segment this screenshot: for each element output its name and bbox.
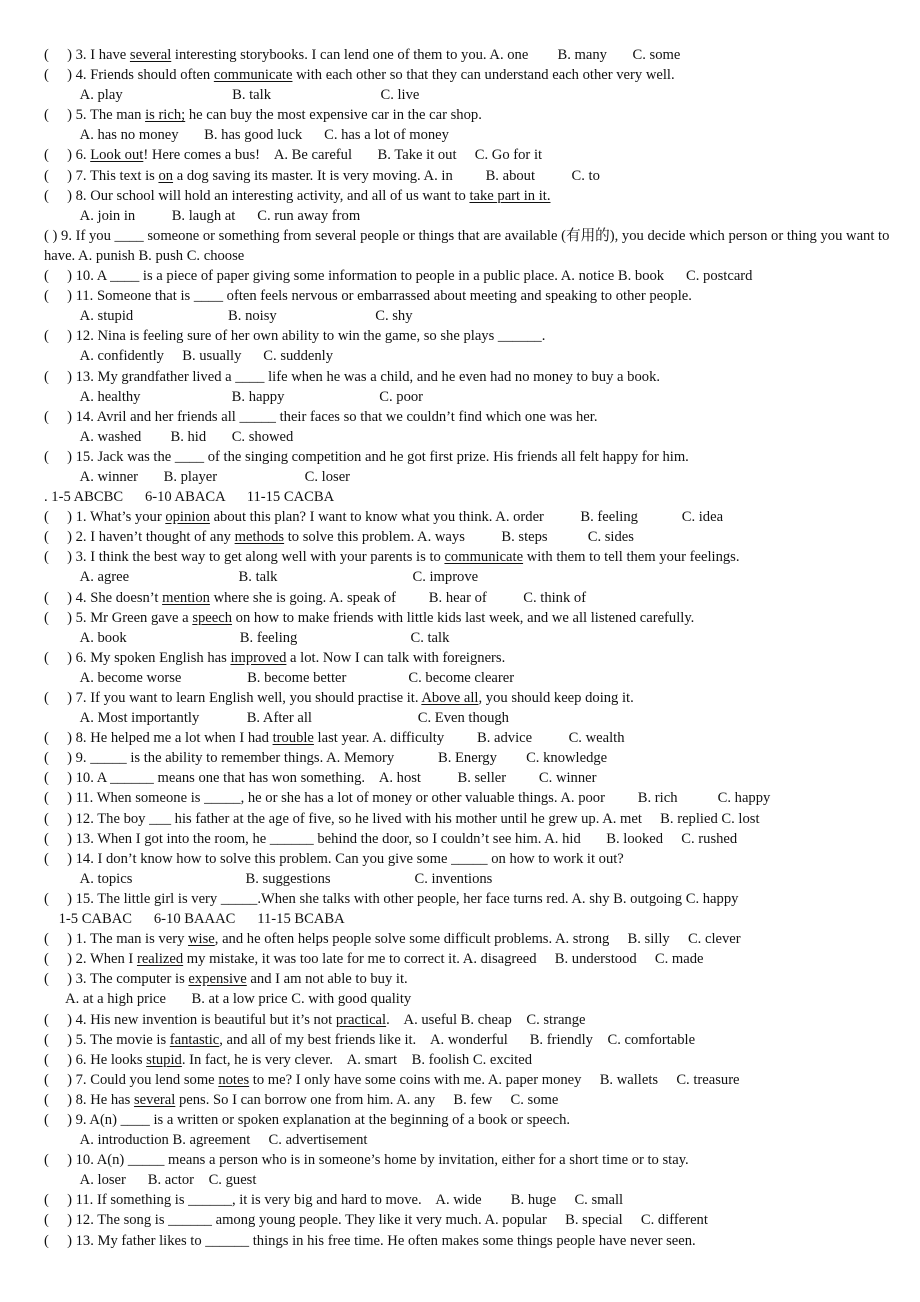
- line-text: ( ) 6. My spoken English has: [44, 649, 231, 666]
- question-line: [44, 1150, 890, 1170]
- line-text: ( ) 10. A ______ means one that has won something. A. host B. seller C. winner: [44, 770, 597, 787]
- line-text: A. at a high price B. at a low price C. with good quality: [44, 991, 412, 1008]
- line-text: ( ) 5. The movie is: [44, 1031, 170, 1048]
- line-text: A. play B. talk C. live: [44, 87, 420, 104]
- underlined-word: several: [129, 47, 172, 63]
- line-text: ( ) 7. If you want to learn English well, you should practise it.: [44, 690, 422, 706]
- question-line: [44, 688, 890, 708]
- question-line: [44, 608, 890, 628]
- line-text: my mistake, it was too late for me to correct it. A. disagreed B. understood C. made: [183, 951, 704, 968]
- line-text: ( ) 11. If something is ______, it is very big and hard to move. A. wide B. huge C. small: [44, 1192, 624, 1209]
- question-line: [44, 869, 890, 889]
- line-text: ( ) 12. The boy ___ his father at the age of five, so he lived with his mother until he grew up. A. met B. replied C. lost: [44, 810, 760, 827]
- underlined-word: Above all: [421, 690, 479, 706]
- question-line: [44, 85, 890, 105]
- line-text: ( ) 3. I have: [44, 47, 130, 63]
- line-text: with them to tell them your feelings.: [523, 549, 740, 566]
- question-line: [44, 1231, 890, 1251]
- line-text: 1-5 CABAC 6-10 BAAAC 11-15 BCABA: [44, 911, 345, 928]
- question-line: [44, 206, 890, 226]
- question-line: [44, 909, 890, 929]
- line-text: A. washed B. hid C. showed: [44, 428, 294, 445]
- underlined-word: methods: [234, 529, 285, 546]
- line-text: A. Most importantly B. After all C. Even though: [44, 710, 509, 727]
- underlined-word: speech: [192, 609, 233, 626]
- question-line: [44, 1110, 890, 1130]
- question-line: [44, 346, 890, 366]
- question-line: [44, 286, 890, 306]
- question-line: [44, 326, 890, 346]
- question-line: [44, 989, 890, 1009]
- question-line: [44, 788, 890, 808]
- underlined-word: Look out: [90, 147, 144, 164]
- question-line: [44, 648, 890, 668]
- line-text: ( ) 8. Our school will hold an interesting activity, and all of us want to: [44, 187, 470, 204]
- line-text: A. healthy B. happy C. poor: [44, 388, 424, 405]
- underlined-word: wise: [188, 931, 215, 948]
- line-text: , and all of my best friends like it. A. wonderful B. friendly C. comfortable: [219, 1031, 696, 1048]
- question-line: [44, 226, 890, 266]
- line-text: interesting storybooks. I can lend one of them to you. A. one B. many C. some: [171, 47, 681, 63]
- line-text: . In fact, he is very clever. A. smart B. foolish C. excited: [181, 1051, 533, 1068]
- question-line: [44, 65, 890, 85]
- line-text: ( ) 15. Jack was the ____ of the singing competition and he got first prize. His friends all felt happy for him.: [44, 448, 689, 465]
- underlined-word: mention: [162, 589, 210, 606]
- question-line: [44, 166, 890, 186]
- question-line: [44, 487, 890, 507]
- question-line: [44, 186, 890, 206]
- line-text: a lot. Now I can talk with foreigners.: [286, 649, 506, 666]
- question-line: [44, 567, 890, 587]
- question-line: [44, 748, 890, 768]
- line-text: A. join in B. laugh at C. run away from: [44, 207, 361, 224]
- question-line: [44, 507, 890, 527]
- question-line: [44, 467, 890, 487]
- line-text: ( ) 7. Could you lend some: [44, 1071, 219, 1088]
- line-text: a dog saving its master. It is very moving. A. in B. about C. to: [173, 167, 600, 184]
- line-text: ( ) 1. What’s your: [44, 509, 166, 526]
- question-line: [44, 1030, 890, 1050]
- question-line: [44, 849, 890, 869]
- question-line: [44, 387, 890, 407]
- line-text: last year. A. difficulty B. advice C. wealth: [313, 730, 625, 747]
- question-line: [44, 1070, 890, 1090]
- line-text: with each other so that they can understand each other very well.: [292, 67, 675, 84]
- line-text: ( ) 13. When I got into the room, he ______ behind the door, so I couldn’t see him. A. hid B. looked C. rushed: [44, 830, 738, 847]
- question-line: [44, 949, 890, 969]
- line-text: ( ) 5. The man: [44, 107, 146, 124]
- question-line: [44, 125, 890, 145]
- line-text: ( ) 12. Nina is feeling sure of her own ability to win the game, so she plays ______.: [44, 328, 546, 345]
- line-text: ( ) 4. His new invention is beautiful but it’s not: [44, 1011, 336, 1028]
- question-line: [44, 1130, 890, 1150]
- line-text: ( ) 2. I haven’t thought of any: [44, 529, 235, 546]
- line-text: ( ) 15. The little girl is very _____.When she talks with other people, her face turns red. A. shy B. outgoing C. happy: [44, 890, 739, 907]
- line-text: ( ) 6.: [44, 147, 91, 164]
- underlined-word: notes: [218, 1071, 250, 1088]
- line-text: to me? I only have some coins with me. A. paper money B. wallets C. treasure: [249, 1071, 740, 1088]
- underlined-word: stupid: [146, 1051, 182, 1068]
- line-text: ( ) 2. When I: [44, 951, 137, 968]
- line-text: A. agree B. talk C. improve: [44, 569, 479, 586]
- line-text: ( ) 10. A ____ is a piece of paper giving some information to people in a public place. A. notice B. book C. postcard: [44, 268, 753, 285]
- question-line: [44, 1050, 890, 1070]
- question-line: [44, 1190, 890, 1210]
- question-line: [44, 969, 890, 989]
- question-line: [44, 266, 890, 286]
- line-text: A. stupid B. noisy C. shy: [44, 308, 413, 325]
- line-text: he can buy the most expensive car in the car shop.: [185, 107, 482, 124]
- line-text: ( ) 11. When someone is _____, he or she has a lot of money or other valuable things. A. poor B. rich C. happy: [44, 790, 771, 807]
- question-line: [44, 588, 890, 608]
- line-text: to solve this problem. A. ways B. steps C. sides: [284, 529, 634, 546]
- underlined-word: practical: [335, 1011, 387, 1028]
- line-text: A. confidently B. usually C. suddenly: [44, 348, 334, 365]
- question-line: [44, 367, 890, 387]
- question-line: [44, 427, 890, 447]
- line-text: ( ) 3. The computer is: [44, 971, 189, 988]
- question-line: [44, 668, 890, 688]
- line-text: and I am not able to buy it.: [246, 971, 408, 988]
- line-text: ( ) 7. This text is: [44, 167, 159, 184]
- underlined-word: take part in it.: [469, 187, 551, 204]
- question-line: [44, 1090, 890, 1110]
- line-text: ( ) 14. I don’t know how to solve this problem. Can you give some _____ on how to work it out?: [44, 850, 624, 867]
- line-text: ( ) 5. Mr Green gave a: [44, 609, 193, 626]
- line-text: , you should keep doing it.: [478, 690, 634, 706]
- underlined-word: opinion: [165, 509, 210, 526]
- line-text: ( ) 14. Avril and her friends all _____ their faces so that we couldn’t find which one was her.: [44, 408, 598, 425]
- line-text: A. loser B. actor C. guest: [44, 1172, 257, 1189]
- question-line: [44, 768, 890, 788]
- question-line: [44, 929, 890, 949]
- line-text: ( ) 4. Friends should often: [44, 67, 214, 84]
- line-text: ( ) 8. He has: [44, 1091, 134, 1108]
- question-line: [44, 708, 890, 728]
- question-line: [44, 145, 890, 165]
- question-line: [44, 1210, 890, 1230]
- underlined-word: communicate: [213, 67, 293, 84]
- question-line: [44, 447, 890, 467]
- line-text: ( ) 3. I think the best way to get along well with your parents is to: [44, 549, 445, 566]
- line-text: ( ) 9. If you ____ someone or something from several people or things that are available (有用的), you decide which person or thing you want to have. A. punish B. push C. choose: [44, 227, 890, 264]
- underlined-word: fantastic: [169, 1031, 220, 1048]
- line-text: . A. useful B. cheap C. strange: [386, 1011, 586, 1028]
- line-text: . 1-5 ABCBC 6-10 ABACA 11-15 CACBA: [44, 489, 335, 506]
- line-text: ( ) 9. A(n) ____ is a written or spoken explanation at the beginning of a book or speech.: [44, 1111, 571, 1128]
- line-text: A. introduction B. agreement C. advertisement: [44, 1132, 368, 1149]
- underlined-word: trouble: [272, 730, 314, 747]
- line-text: A. winner B. player C. loser: [44, 468, 351, 485]
- line-text: A. topics B. suggestions C. inventions: [44, 870, 493, 887]
- question-line: [44, 1170, 890, 1190]
- question-line: [44, 889, 890, 909]
- line-text: ( ) 1. The man is very: [44, 931, 189, 948]
- question-line: [44, 105, 890, 125]
- line-text: about this plan? I want to know what you think. A. order B. feeling C. idea: [209, 509, 724, 526]
- line-text: ( ) 10. A(n) _____ means a person who is in someone’s home by invitation, either for a short time or to stay.: [44, 1152, 689, 1169]
- underlined-word: improved: [230, 649, 287, 666]
- line-text: ( ) 12. The song is ______ among young people. They like it very much. A. popular B. special C. different: [44, 1212, 708, 1229]
- line-text: A. become worse B. become better C. become clearer: [44, 669, 515, 686]
- line-text: , and he often helps people solve some difficult problems. A. strong B. silly C. clever: [214, 931, 741, 948]
- line-text: ( ) 6. He looks: [44, 1051, 147, 1068]
- line-text: on how to make friends with little kids last week, and we all listened carefully.: [232, 609, 695, 626]
- question-line: [44, 527, 890, 547]
- question-line: [44, 306, 890, 326]
- question-line: [44, 628, 890, 648]
- line-text: ( ) 13. My father likes to ______ things in his free time. He often makes some things people have never seen.: [44, 1232, 696, 1249]
- line-text: ( ) 4. She doesn’t: [44, 589, 163, 606]
- underlined-word: on: [158, 167, 174, 184]
- underlined-word: is rich;: [145, 107, 186, 124]
- underlined-word: realized: [136, 951, 184, 968]
- underlined-word: expensive: [188, 971, 247, 988]
- line-text: ( ) 13. My grandfather lived a ____ life when he was a child, and he even had no money to buy a book.: [44, 368, 661, 385]
- question-line: [44, 407, 890, 427]
- question-line: [44, 45, 890, 65]
- underlined-word: several: [133, 1091, 176, 1108]
- line-text: A. has no money B. has good luck C. has a lot of money: [44, 127, 449, 144]
- question-line: [44, 829, 890, 849]
- line-text: ! Here comes a bus! A. Be careful B. Take it out C. Go for it: [143, 147, 543, 164]
- line-text: pens. So I can borrow one from him. A. any B. few C. some: [175, 1091, 559, 1108]
- line-text: ( ) 8. He helped me a lot when I had: [44, 730, 273, 747]
- line-text: where she is going. A. speak of B. hear of C. think of: [209, 589, 587, 606]
- question-line: [44, 728, 890, 748]
- line-text: ( ) 11. Someone that is ____ often feels nervous or embarrassed about meeting and speaking to other people.: [44, 288, 692, 305]
- underlined-word: communicate: [444, 549, 524, 566]
- question-line: [44, 809, 890, 829]
- line-text: A. book B. feeling C. talk: [44, 629, 450, 646]
- question-line: [44, 1010, 890, 1030]
- question-line: [44, 547, 890, 567]
- line-text: ( ) 9. _____ is the ability to remember things. A. Memory B. Energy C. knowledge: [44, 750, 608, 767]
